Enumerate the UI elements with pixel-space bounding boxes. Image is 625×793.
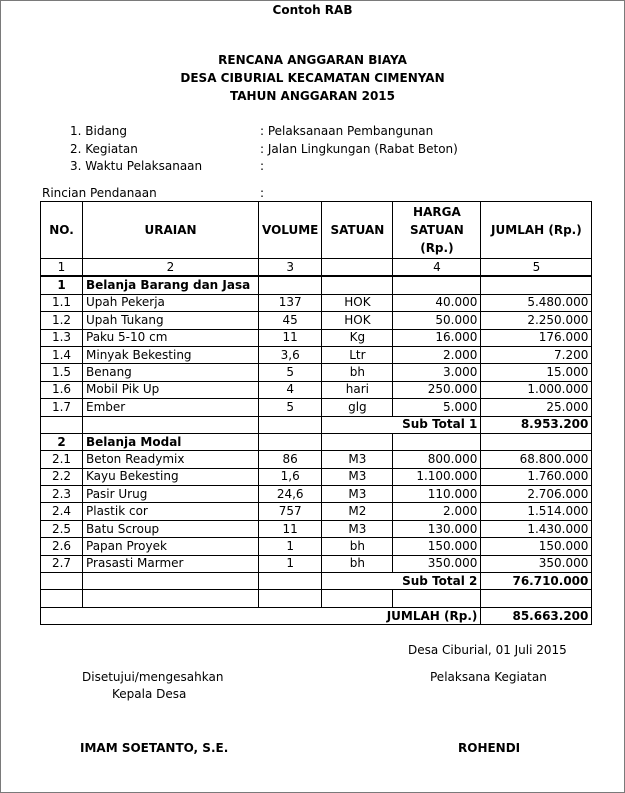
item-no: 1.1: [41, 294, 83, 311]
item-uraian: Plastik cor: [83, 503, 259, 520]
item-jumlah: 2.706.000: [481, 486, 592, 503]
table-row: [41, 486, 592, 503]
item-no: 1.7: [41, 399, 83, 416]
item-harga: 130.000: [393, 520, 481, 537]
item-uraian: Pasir Urug: [83, 486, 259, 503]
item-harga: 110.000: [393, 486, 481, 503]
info-label-waktu: 3. Waktu Pelaksanaan: [70, 159, 203, 173]
item-harga: 250.000: [393, 381, 481, 398]
item-satuan: M3: [322, 486, 393, 503]
table-row: [41, 451, 592, 468]
item-jumlah: 5.480.000: [481, 294, 592, 311]
item-no: 2.2: [41, 468, 83, 485]
item-uraian: Upah Tukang: [83, 312, 259, 329]
table-row: [41, 468, 592, 485]
item-satuan: Ltr: [322, 346, 393, 363]
item-harga: 5.000: [393, 399, 481, 416]
section-1-header-row: [41, 276, 592, 294]
item-satuan: glg: [322, 399, 393, 416]
item-uraian: Upah Pekerja: [83, 294, 259, 311]
table-row: [41, 294, 592, 311]
total-label: JUMLAH (Rp.): [41, 607, 481, 624]
item-volume: 4: [259, 381, 322, 398]
item-volume: 45: [259, 312, 322, 329]
col-num: 2: [83, 259, 259, 277]
item-satuan: bh: [322, 364, 393, 381]
rincian-value: :: [260, 186, 265, 200]
item-jumlah: 7.200: [481, 346, 592, 363]
item-no: 2.3: [41, 486, 83, 503]
item-volume: 1,6: [259, 468, 322, 485]
section-2-rows: [41, 451, 592, 573]
item-satuan: hari: [322, 381, 393, 398]
item-satuan: M3: [322, 468, 393, 485]
item-satuan: M3: [322, 451, 393, 468]
section-title: Belanja Modal: [83, 433, 259, 450]
info-value-bidang: : Pelaksanaan Pembangunan: [260, 124, 434, 138]
item-uraian: Minyak Bekesting: [83, 346, 259, 363]
col-num: 3: [259, 259, 322, 277]
item-no: 1.4: [41, 346, 83, 363]
table-row: [41, 329, 592, 346]
table-row: [41, 555, 592, 572]
item-volume: 1: [259, 555, 322, 572]
col-num: [322, 259, 393, 277]
item-volume: 1: [259, 538, 322, 555]
item-volume: 137: [259, 294, 322, 311]
item-satuan: bh: [322, 555, 393, 572]
table-row: [41, 503, 592, 520]
total-value: 85.663.200: [481, 607, 592, 624]
item-no: 1.2: [41, 312, 83, 329]
item-no: 2.1: [41, 451, 83, 468]
header-uraian: URAIAN: [83, 202, 259, 259]
info-value-waktu: :: [260, 159, 265, 173]
item-volume: 3,6: [259, 346, 322, 363]
item-no: 2.6: [41, 538, 83, 555]
item-jumlah: 25.000: [481, 399, 592, 416]
item-no: 2.5: [41, 520, 83, 537]
item-jumlah: 350.000: [481, 555, 592, 572]
item-jumlah: 1.514.000: [481, 503, 592, 520]
item-volume: 5: [259, 399, 322, 416]
item-harga: 50.000: [393, 312, 481, 329]
item-no: 1.3: [41, 329, 83, 346]
header-no: NO.: [41, 202, 83, 259]
item-volume: 24,6: [259, 486, 322, 503]
item-satuan: HOK: [322, 312, 393, 329]
col-num: 1: [41, 259, 83, 277]
header-jumlah: JUMLAH (Rp.): [481, 202, 592, 259]
item-volume: 86: [259, 451, 322, 468]
item-harga: 2.000: [393, 346, 481, 363]
section-no: 1: [41, 276, 83, 294]
item-uraian: Mobil Pik Up: [83, 381, 259, 398]
item-harga: 350.000: [393, 555, 481, 572]
item-uraian: Ember: [83, 399, 259, 416]
item-jumlah: 176.000: [481, 329, 592, 346]
item-jumlah: 15.000: [481, 364, 592, 381]
item-uraian: Paku 5-10 cm: [83, 329, 259, 346]
header-line-2: DESA CIBURIAL KECAMATAN CIMENYAN: [180, 71, 445, 85]
header-satuan: SATUAN: [322, 202, 393, 259]
executor-name: ROHENDI: [458, 741, 521, 755]
section-title: Belanja Barang dan Jasa: [83, 276, 259, 294]
item-satuan: Kg: [322, 329, 393, 346]
place-date: Desa Ciburial, 01 Juli 2015: [408, 643, 567, 657]
item-harga: 2.000: [393, 503, 481, 520]
village-head-name: IMAM SOETANTO, S.E.: [80, 741, 229, 755]
section-no: 2: [41, 433, 83, 450]
item-satuan: bh: [322, 538, 393, 555]
item-harga: 40.000: [393, 294, 481, 311]
item-jumlah: 68.800.000: [481, 451, 592, 468]
executor-title: Pelaksana Kegiatan: [430, 670, 547, 684]
rincian-label: Rincian Pendanaan: [42, 186, 157, 200]
item-satuan: M2: [322, 503, 393, 520]
item-harga: 150.000: [393, 538, 481, 555]
village-head-title: Kepala Desa: [112, 687, 187, 701]
table-row: [41, 399, 592, 416]
item-volume: 11: [259, 520, 322, 537]
rab-table: [40, 201, 592, 625]
subtotal-value: 76.710.000: [481, 573, 592, 590]
item-jumlah: 1.430.000: [481, 520, 592, 537]
subtotal-value: 8.953.200: [481, 416, 592, 433]
table-row: [41, 381, 592, 398]
item-uraian: Kayu Bekesting: [83, 468, 259, 485]
item-uraian: Benang: [83, 364, 259, 381]
info-value-kegiatan: : Jalan Lingkungan (Rabat Beton): [260, 142, 458, 156]
table-row: [41, 312, 592, 329]
table-header-row: [41, 202, 592, 259]
item-jumlah: 1.000.000: [481, 381, 592, 398]
section-2-header-row: [41, 433, 592, 450]
item-harga: 1.100.000: [393, 468, 481, 485]
item-jumlah: 150.000: [481, 538, 592, 555]
header-volume: VOLUME: [259, 202, 322, 259]
total-row: [41, 607, 592, 624]
item-no: 1.5: [41, 364, 83, 381]
empty-row: [41, 590, 592, 607]
item-no: 2.7: [41, 555, 83, 572]
info-label-bidang: 1. Bidang: [70, 124, 128, 138]
item-uraian: Papan Proyek: [83, 538, 259, 555]
item-harga: 16.000: [393, 329, 481, 346]
subtotal-1-row: [41, 416, 592, 433]
col-num: 5: [481, 259, 592, 277]
item-satuan: M3: [322, 520, 393, 537]
item-uraian: Beton Readymix: [83, 451, 259, 468]
header-line-3: TAHUN ANGGARAN 2015: [229, 89, 395, 103]
table-row: [41, 520, 592, 537]
table-row: [41, 538, 592, 555]
subtotal-label: Sub Total 1: [322, 416, 481, 433]
header-harga: HARGA SATUAN (Rp.): [393, 202, 481, 259]
item-volume: 11: [259, 329, 322, 346]
item-harga: 3.000: [393, 364, 481, 381]
item-volume: 757: [259, 503, 322, 520]
table-row: [41, 364, 592, 381]
info-label-kegiatan: 2. Kegiatan: [70, 142, 138, 156]
item-jumlah: 1.760.000: [481, 468, 592, 485]
item-satuan: HOK: [322, 294, 393, 311]
approval-label: Disetujui/mengesahkan: [82, 670, 224, 684]
item-volume: 5: [259, 364, 322, 381]
subtotal-2-row: [41, 573, 592, 590]
item-no: 1.6: [41, 381, 83, 398]
item-no: 2.4: [41, 503, 83, 520]
section-1-rows: [41, 294, 592, 416]
item-uraian: Batu Scroup: [83, 520, 259, 537]
document-title: Contoh RAB: [272, 3, 353, 17]
item-uraian: Prasasti Marmer: [83, 555, 259, 572]
item-harga: 800.000: [393, 451, 481, 468]
subtotal-label: Sub Total 2: [322, 573, 481, 590]
header-line-1: RENCANA ANGGARAN BIAYA: [218, 53, 407, 67]
col-num: 4: [393, 259, 481, 277]
table-row: [41, 346, 592, 363]
item-jumlah: 2.250.000: [481, 312, 592, 329]
column-number-row: [41, 259, 592, 277]
